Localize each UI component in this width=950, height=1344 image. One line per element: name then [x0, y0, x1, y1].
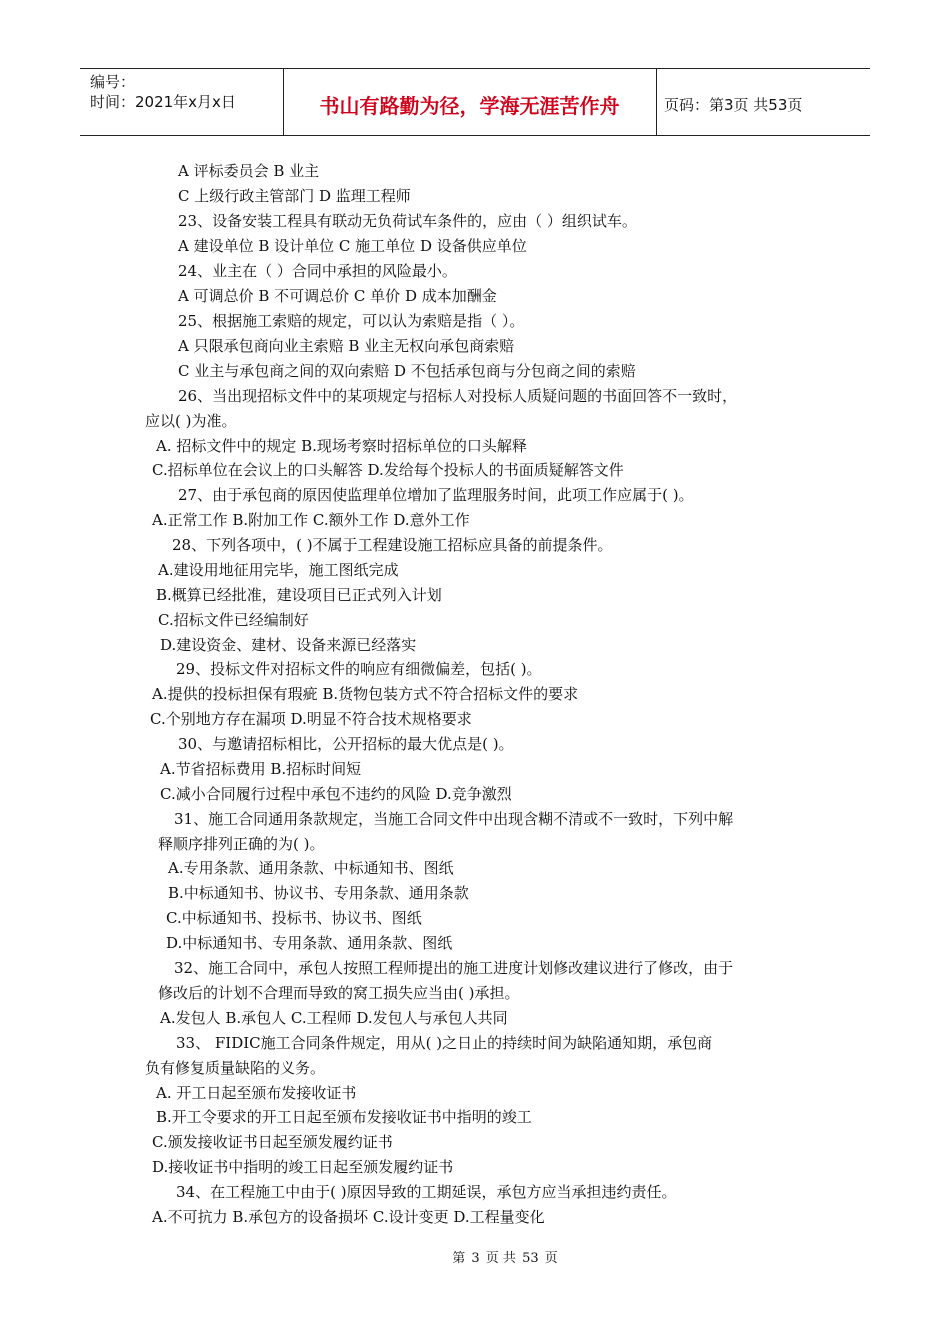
text-line: 应以( )为准。: [145, 412, 237, 430]
text-line: 33、 FIDIC施工合同条件规定，用从( )之日止的持续时间为缺陷通知期，承包商: [176, 1034, 713, 1052]
text-line: D.建设资金、建材、设备来源已经落实: [160, 636, 417, 654]
text-line: C 上级行政主管部门 D 监理工程师: [178, 187, 411, 205]
text-line: A 可调总价 B 不可调总价 C 单价 D 成本加酬金: [178, 287, 497, 305]
footer-middle: 页 共: [485, 1251, 516, 1266]
text-line: A 只限承包商向业主索赔 B 业主无权向承包商索赔: [178, 337, 515, 355]
text-line: A.不可抗力 B.承包方的设备损坏 C.设计变更 D.工程量变化: [152, 1208, 545, 1226]
text-line: 24、业主在（ ）合同中承担的风险最小。: [178, 262, 457, 280]
text-line: C.招标单位在会议上的口头解答 D.发给每个投标人的书面质疑解答文件: [152, 461, 624, 479]
text-line: D.接收证书中指明的竣工日起至颁发履约证书: [152, 1158, 454, 1176]
text-line: A.发包人 B.承包人 C.工程师 D.发包人与承包人共同: [160, 1009, 508, 1027]
text-line: A.正常工作 B.附加工作 C.额外工作 D.意外工作: [152, 511, 470, 529]
text-line: C 业主与承包商之间的双向索赔 D 不包括承包商与分包商之间的索赔: [178, 362, 636, 380]
text-line: B.中标通知书、协议书、专用条款、通用条款: [168, 884, 469, 902]
footer-total-pages: 53: [522, 1251, 539, 1266]
header-motto: 书山有路勤为径，学海无涯苦作舟: [319, 94, 620, 118]
text-line: 28、下列各项中，( )不属于工程建设施工招标应具备的前提条件。: [172, 536, 613, 554]
text-line: 26、当出现招标文件中的某项规定与招标人对投标人质疑问题的书面回答不一致时，: [178, 387, 738, 405]
page-footer: [0, 1247, 950, 1266]
text-line: 31、施工合同通用条款规定，当施工合同文件中出现含糊不清或不一致时，下列中解: [174, 810, 734, 828]
text-line: 23、设备安装工程具有联动无负荷试车条件的，应由（ ）组织试车。: [178, 212, 637, 230]
text-line: 修改后的计划不合理而导致的窝工损失应当由( )承担。: [158, 984, 520, 1002]
text-line: 29、投标文件对招标文件的响应有细微偏差，包括( )。: [176, 660, 542, 678]
text-line: A.建设用地征用完毕，施工图纸完成: [158, 561, 399, 579]
header-top-border: [80, 68, 870, 69]
text-line: C.颁发接收证书日起至颁发履约证书: [152, 1133, 393, 1151]
footer-page-number: 3: [471, 1251, 480, 1266]
text-line: 30、与邀请招标相比，公开招标的最大优点是( )。: [178, 735, 514, 753]
text-line: 25、根据施工索赔的规定，可以认为索赔是指（ ）。: [178, 312, 525, 330]
text-line: A.专用条款、通用条款、中标通知书、图纸: [168, 859, 454, 877]
text-line: C.减小合同履行过程中承包不违约的风险 D.竞争激烈: [160, 785, 512, 803]
header-divider: [656, 68, 657, 136]
text-line: A.提供的投标担保有瑕疵 B.货物包装方式不符合招标文件的要求: [152, 685, 579, 703]
text-line: 负有修复质量缺陷的义务。: [145, 1059, 326, 1077]
text-line: 32、施工合同中，承包人按照工程师提出的施工进度计划修改建议进行了修改，由于: [174, 959, 734, 977]
text-line: B.概算已经批准，建设项目已正式列入计划: [156, 586, 442, 604]
text-line: C.中标通知书、投标书、协议书、图纸: [166, 909, 422, 927]
text-line: D.中标通知书、专用条款、通用条款、图纸: [166, 934, 453, 952]
footer-prefix: 第: [452, 1251, 466, 1266]
text-line: 34、在工程施工中由于( )原因导致的工期延误，承包方应当承担违约责任。: [176, 1183, 677, 1201]
text-line: A. 招标文件中的规定 B.现场考察时招标单位的口头解释: [156, 437, 527, 455]
text-line: A 评标委员会 B 业主: [178, 162, 320, 180]
text-line: B.开工令要求的开工日起至颁布发接收证书中指明的竣工: [156, 1108, 532, 1126]
text-line: A.节省招标费用 B.招标时间短: [160, 760, 362, 778]
header-number-label: 编号：: [90, 73, 136, 91]
header-time-label: 时间：2021年x月x日: [90, 93, 236, 111]
text-line: C.个别地方存在漏项 D.明显不符合技术规格要求: [150, 710, 472, 728]
text-line: 释顺序排列正确的为( )。: [158, 835, 325, 853]
footer-suffix: 页: [544, 1251, 558, 1266]
text-line: 27、由于承包商的原因使监理单位增加了监理服务时间，此项工作应属于( )。: [178, 486, 694, 504]
text-line: A 建设单位 B 设计单位 C 施工单位 D 设备供应单位: [178, 237, 527, 255]
text-line: C.招标文件已经编制好: [158, 611, 309, 629]
text-line: A. 开工日起至颁布发接收证书: [156, 1084, 357, 1102]
header-page-info: 页码：第3页 共53页: [664, 96, 803, 114]
header-bottom-border: [80, 135, 870, 136]
